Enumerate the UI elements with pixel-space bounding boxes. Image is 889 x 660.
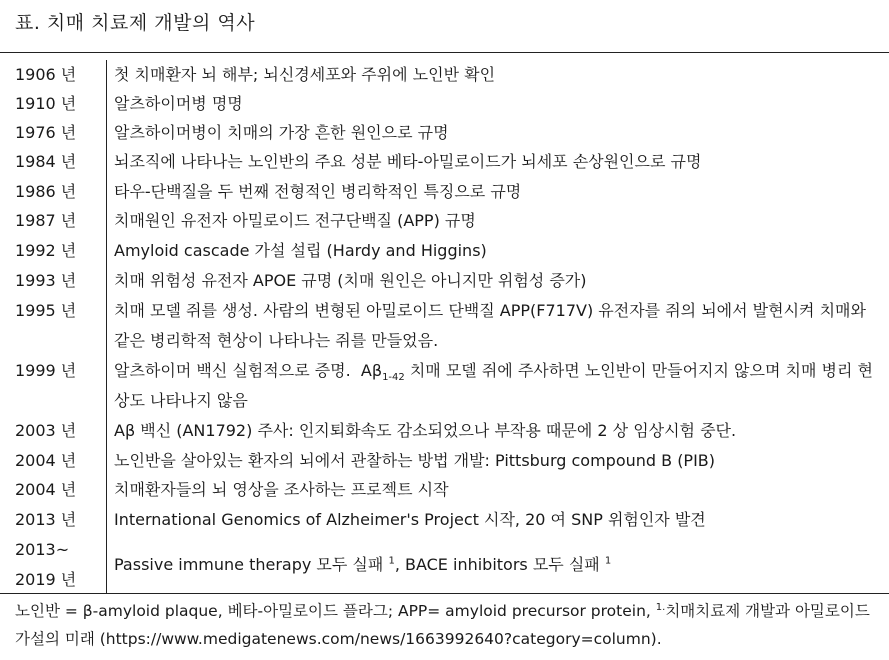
footnote-marker: 1	[388, 555, 395, 567]
year-cell: 1995 년	[15, 301, 77, 320]
year-cell: 1976 년	[15, 123, 77, 142]
description-cell: 치매환자들의 뇌 영상을 조사하는 프로젝트 시작	[114, 480, 449, 499]
table-footnote	[15, 597, 885, 653]
description-text: 알츠하이머 백신 실험적으로 증명. Aβ	[114, 361, 383, 380]
table-top-rule	[0, 52, 889, 53]
year-cell: 2003 년	[15, 421, 77, 440]
description-cell: 첫 치매환자 뇌 해부; 뇌신경세포와 주위에 노인반 확인	[114, 65, 496, 84]
year-cell-line: 2013~	[15, 540, 70, 559]
description-text: Passive immune therapy 모두 실패	[114, 555, 389, 574]
description-cell: Aβ 백신 (AN1792) 주사: 인지퇴화속도 감소되었으나 부작용 때문에 2 상 임상시험 중단.	[114, 421, 737, 440]
description-cell: 치매 모델 쥐를 생성. 사람의 변형된 아밀로이드 단백질 APP(F717V) 유전자를 쥐의 뇌에서 발현시켜 치매와 같은 병리학적 현상이 나타나는 쥐를 만들었음.	[114, 301, 872, 350]
description-cell: Amyloid cascade 가설 설립 (Hardy and Higgins)	[114, 241, 487, 260]
table-bottom-rule	[0, 593, 889, 594]
year-cell: 1993 년	[15, 271, 77, 290]
year-cell-line: 2019 년	[15, 570, 77, 589]
year-cell: 2004 년	[15, 451, 77, 470]
year-cell: 1999 년	[15, 361, 77, 380]
description-cell: 치매 위험성 유전자 APOE 규명 (치매 원인은 아니지만 위험성 증가)	[114, 271, 587, 290]
footnote-text: 노인반 = β-amyloid plaque, 베타-아밀로이드 플라그; APP= amyloid precursor protein,	[15, 602, 656, 620]
footnote-marker: 1	[604, 555, 612, 567]
footnote-text: 치매치료제 개발과 아밀로이드 가설의 미래 (https://www.medigatenews.com/news/1663992640?category=column).	[15, 602, 870, 648]
description-cell: 알츠하이머병이 치매의 가장 흔한 원인으로 규명	[114, 123, 449, 142]
column-divider	[106, 60, 107, 593]
year-cell: 1992 년	[15, 241, 77, 260]
description-text: 치매 모델 쥐에 주사하면 노인반이 만들어지지 않으며 치매 병리 현상도 나타나지 않음	[114, 361, 873, 410]
year-cell: 1906 년	[15, 65, 77, 84]
description-text: , BACE inhibitors 모두 실패	[394, 555, 605, 574]
footnote-marker: 1.	[655, 601, 666, 613]
year-cell: 1984 년	[15, 152, 77, 171]
description-cell: 타우-단백질을 두 번째 전형적인 병리학적인 특징으로 규명	[114, 182, 522, 201]
subscript: 1-42	[382, 372, 405, 384]
description-cell: 노인반을 살아있는 환자의 뇌에서 관찰하는 방법 개발: Pittsburg compound B (PIB)	[114, 451, 716, 470]
description-cell: International Genomics of Alzheimer's Project 시작, 20 여 SNP 위험인자 발견	[114, 510, 706, 529]
year-cell	[15, 535, 105, 595]
description-cell: 알츠하이머병 명명	[114, 94, 243, 113]
description-cell	[114, 550, 884, 580]
description-cell: 뇌조직에 나타나는 노인반의 주요 성분 베타-아밀로이드가 뇌세포 손상원인으로 규명	[114, 152, 702, 171]
table-title: 표. 치매 치료제 개발의 역사	[15, 12, 256, 34]
description-cell: 치매원인 유전자 아밀로이드 전구단백질 (APP) 규명	[114, 211, 476, 230]
year-cell: 1910 년	[15, 94, 77, 113]
year-cell: 2004 년	[15, 480, 77, 499]
year-cell: 1987 년	[15, 211, 77, 230]
description-cell	[114, 356, 884, 416]
year-cell: 2013 년	[15, 510, 77, 529]
year-cell: 1986 년	[15, 182, 77, 201]
